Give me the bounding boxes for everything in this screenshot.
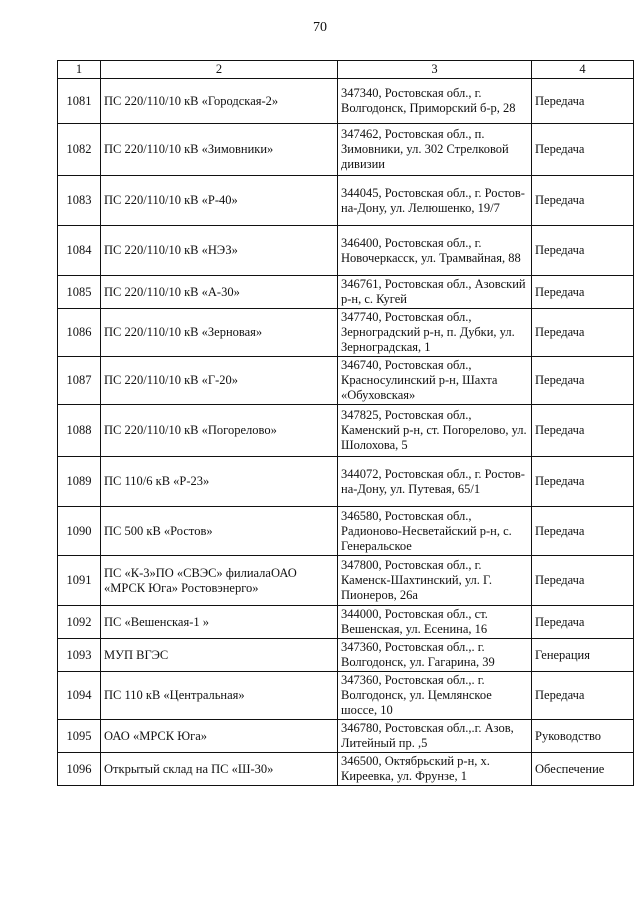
activity-type: Передача bbox=[532, 226, 634, 276]
table-row bbox=[58, 457, 634, 507]
object-name: ПС 220/110/10 кВ «Г-20» bbox=[101, 357, 338, 405]
activity-type: Передача bbox=[532, 357, 634, 405]
object-name: ПС 220/110/10 кВ «Городская-2» bbox=[101, 79, 338, 124]
row-number: 1084 bbox=[58, 226, 101, 276]
table-row bbox=[58, 720, 634, 753]
activity-type: Передача bbox=[532, 672, 634, 720]
object-name: ПС 220/110/10 кВ «НЭЗ» bbox=[101, 226, 338, 276]
row-number: 1093 bbox=[58, 639, 101, 672]
activity-type: Передача bbox=[532, 606, 634, 639]
column-header-2: 2 bbox=[101, 61, 338, 79]
object-name: ПС 220/110/10 кВ «Р-40» bbox=[101, 176, 338, 226]
object-name: ПС 110/6 кВ «Р-23» bbox=[101, 457, 338, 507]
object-address: 347740, Ростовская обл., Зерноградский р-н, п. Дубки, ул. Зерноградская, 1 bbox=[338, 309, 532, 357]
row-number: 1096 bbox=[58, 753, 101, 786]
object-name: МУП ВГЭС bbox=[101, 639, 338, 672]
activity-type: Передача bbox=[532, 124, 634, 176]
activity-type: Обеспечение bbox=[532, 753, 634, 786]
column-header-1: 1 bbox=[58, 61, 101, 79]
object-address: 346740, Ростовская обл., Красносулинский р-н, Шахта «Обуховская» bbox=[338, 357, 532, 405]
object-address: 346500, Октябрьский р-н, х. Киреевка, ул. Фрунзе, 1 bbox=[338, 753, 532, 786]
row-number: 1086 bbox=[58, 309, 101, 357]
activity-type: Передача bbox=[532, 457, 634, 507]
activity-type: Передача bbox=[532, 176, 634, 226]
object-address: 344045, Ростовская обл., г. Ростов-на-Дону, ул. Лелюшенко, 19/7 bbox=[338, 176, 532, 226]
object-name: ОАО «МРСК Юга» bbox=[101, 720, 338, 753]
row-number: 1082 bbox=[58, 124, 101, 176]
object-address: 346400, Ростовская обл., г. Новочеркасск, ул. Трамвайная, 88 bbox=[338, 226, 532, 276]
object-name: ПС 500 кВ «Ростов» bbox=[101, 507, 338, 556]
object-address: 346761, Ростовская обл., Азовский р-н, с. Кугей bbox=[338, 276, 532, 309]
object-name: ПС 220/110/10 кВ «Зерновая» bbox=[101, 309, 338, 357]
column-header-4: 4 bbox=[532, 61, 634, 79]
row-number: 1083 bbox=[58, 176, 101, 226]
header-row bbox=[58, 61, 634, 79]
table-row bbox=[58, 672, 634, 720]
table-row bbox=[58, 124, 634, 176]
table-row bbox=[58, 753, 634, 786]
row-number: 1091 bbox=[58, 556, 101, 606]
object-address: 344000, Ростовская обл., ст. Вешенская, ул. Есенина, 16 bbox=[338, 606, 532, 639]
table-row bbox=[58, 556, 634, 606]
table-row bbox=[58, 79, 634, 124]
table-row bbox=[58, 276, 634, 309]
object-address: 344072, Ростовская обл., г. Ростов-на-Дону, ул. Путевая, 65/1 bbox=[338, 457, 532, 507]
object-name: ПС «К-3»ПО «СВЭС» филиалаОАО «МРСК Юга» Ростовэнерго» bbox=[101, 556, 338, 606]
table-row bbox=[58, 639, 634, 672]
row-number: 1088 bbox=[58, 405, 101, 457]
row-number: 1089 bbox=[58, 457, 101, 507]
activity-type: Передача bbox=[532, 79, 634, 124]
registry-table bbox=[57, 60, 634, 786]
activity-type: Руководство bbox=[532, 720, 634, 753]
table-row bbox=[58, 507, 634, 556]
object-name: ПС «Вешенская-1 » bbox=[101, 606, 338, 639]
table-row bbox=[58, 176, 634, 226]
activity-type: Передача bbox=[532, 405, 634, 457]
activity-type: Передача bbox=[532, 556, 634, 606]
table-row bbox=[58, 357, 634, 405]
row-number: 1095 bbox=[58, 720, 101, 753]
object-address: 347462, Ростовская обл., п. Зимовники, ул. 302 Стрелковой дивизии bbox=[338, 124, 532, 176]
object-address: 347340, Ростовская обл., г. Волгодонск, Приморский б-р, 28 bbox=[338, 79, 532, 124]
object-address: 347360, Ростовская обл.,. г. Волгодонск, ул. Цемлянское шоссе, 10 bbox=[338, 672, 532, 720]
object-name: ПС 220/110/10 кВ «Зимовники» bbox=[101, 124, 338, 176]
object-address: 347825, Ростовская обл., Каменский р-н, ст. Погорелово, ул. Шолохова, 5 bbox=[338, 405, 532, 457]
activity-type: Передача bbox=[532, 309, 634, 357]
table-row bbox=[58, 405, 634, 457]
row-number: 1092 bbox=[58, 606, 101, 639]
activity-type: Передача bbox=[532, 507, 634, 556]
row-number: 1085 bbox=[58, 276, 101, 309]
object-address: 347800, Ростовская обл., г. Каменск-Шахтинский, ул. Г. Пионеров, 26а bbox=[338, 556, 532, 606]
table-row bbox=[58, 606, 634, 639]
row-number: 1081 bbox=[58, 79, 101, 124]
row-number: 1090 bbox=[58, 507, 101, 556]
table-row bbox=[58, 226, 634, 276]
object-name: Открытый склад на ПС «Ш-30» bbox=[101, 753, 338, 786]
column-header-3: 3 bbox=[338, 61, 532, 79]
activity-type: Передача bbox=[532, 276, 634, 309]
object-address: 347360, Ростовская обл.,. г. Волгодонск, ул. Гагарина, 39 bbox=[338, 639, 532, 672]
object-address: 346780, Ростовская обл.,.г. Азов, Литейный пр. ,5 bbox=[338, 720, 532, 753]
activity-type: Генерация bbox=[532, 639, 634, 672]
page-number: 70 bbox=[313, 20, 327, 35]
row-number: 1087 bbox=[58, 357, 101, 405]
object-name: ПС 220/110/10 кВ «Погорелово» bbox=[101, 405, 338, 457]
row-number: 1094 bbox=[58, 672, 101, 720]
object-address: 346580, Ростовская обл., Радионово-Несветайский р-н, с. Генеральское bbox=[338, 507, 532, 556]
object-name: ПС 220/110/10 кВ «А-30» bbox=[101, 276, 338, 309]
table-row bbox=[58, 309, 634, 357]
object-name: ПС 110 кВ «Центральная» bbox=[101, 672, 338, 720]
